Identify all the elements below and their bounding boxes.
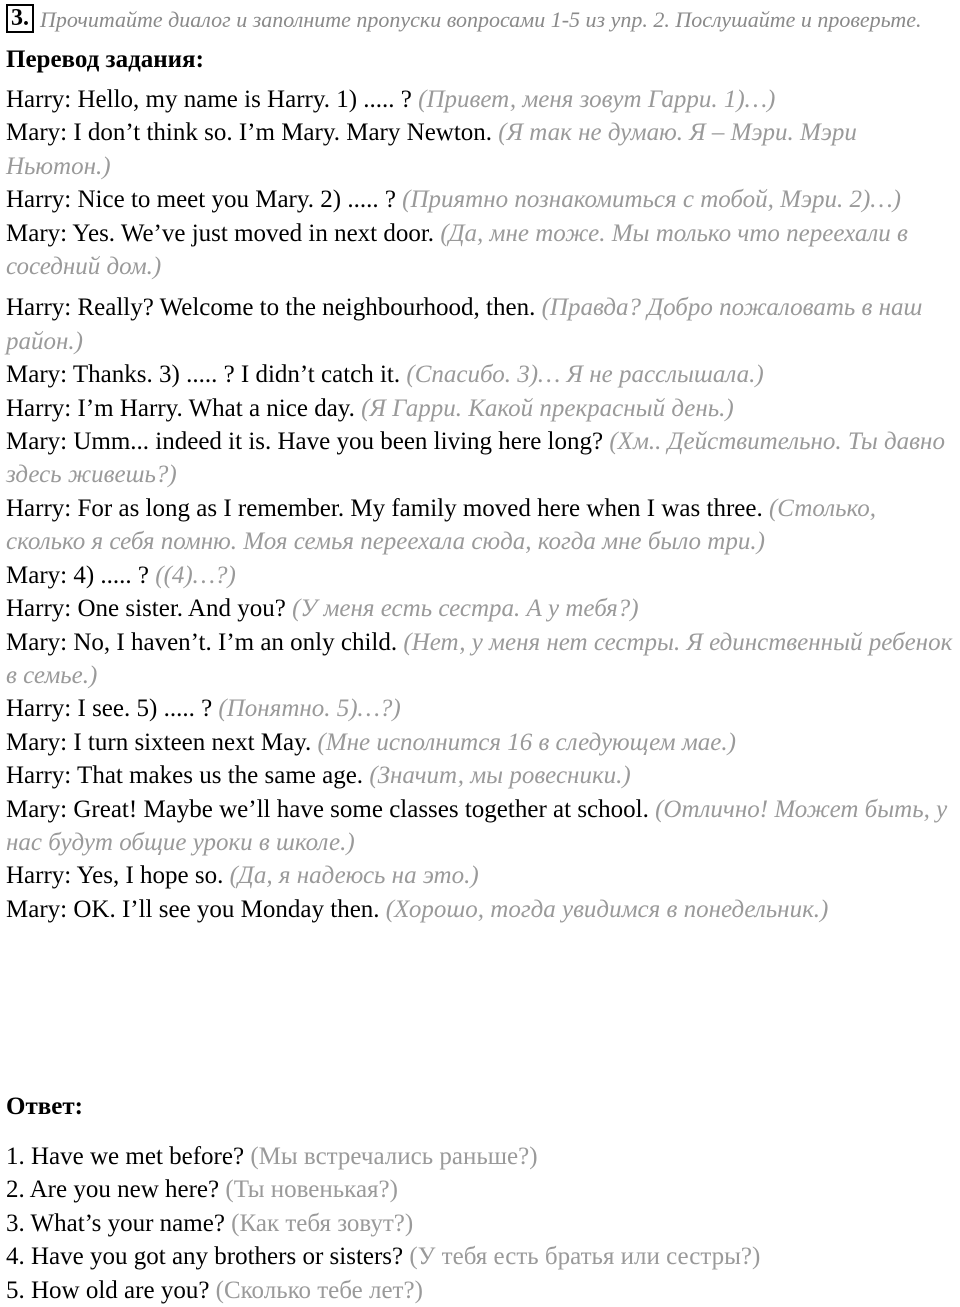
dialogue-line-en: Mary: I turn sixteen next May. [6,728,318,756]
task-header [6,4,956,35]
dialogue-line-ru: (Я так не думаю. Я – Мэри. Мэри Ньютон.) [6,119,857,180]
dialogue-line [6,559,956,592]
document-page [6,4,956,1304]
task-instruction: Прочитайте диалог и заполните пропуски вопросами 1-5 из упр. 2. Послушайте и проверьте. [40,7,922,32]
answer-item [6,1274,760,1307]
dialogue-line [6,83,956,116]
dialogue-line-en: Harry: I’m Harry. What a nice day. [6,394,362,422]
dialogue-line-ru: (У меня есть сестра. А у тебя?) [292,595,639,623]
dialogue-line-ru: (Столько, сколько я себя помню. Моя семья переехала сюда, когда мне было три.) [6,494,877,556]
dialogue-line-ru: (Спасибо. 3)… Я не расслышала.) [406,361,764,389]
dialogue-line-ru: (Да, мне тоже. Мы только что переехали в соседний дом.) [6,219,908,281]
dialogue-line-ru: (Правда? Добро пожаловать в наш район.) [6,294,923,355]
dialogue-line-en: Harry: Yes, I hope so. [6,862,230,890]
dialogue [6,83,956,926]
dialogue-line-en: Mary: Thanks. 3) ..... ? I didn’t catch it. [6,361,407,389]
dialogue-line-en: Mary: Great! Maybe we’ll have some classes together at school. [6,795,656,823]
answer-en: 1. Have we met before? [6,1143,251,1170]
answer-ru: (Сколько тебе лет?) [215,1276,423,1304]
dialogue-line [6,291,956,358]
answer-en: 2. Are you new here? [6,1176,226,1204]
dialogue-line [6,392,956,425]
answer-ru: (Ты новенькая?) [225,1176,398,1204]
task-number: 3. [6,4,34,33]
answer-ru: (У тебя есть братья или сестры?) [409,1243,761,1271]
dialogue-line-en: Mary: No, I haven’t. I’m an only child. [6,628,404,656]
dialogue-line-en: Mary: Yes. We’ve just moved in next door. [6,219,441,247]
dialogue-line-ru: (Да, я надеюсь на это.) [229,862,479,890]
dialogue-line-ru: (Мне исполнится 16 в следующем мае.) [317,728,736,756]
answer-en: 5. How old are you? [6,1276,216,1304]
dialogue-line-en: Mary: OK. I’ll see you Monday then. [6,895,386,923]
dialogue-line [6,692,956,725]
dialogue-line-ru: (Нет, у меня нет сестры. Я единственный ребенок в семье.) [6,628,953,689]
answer-item [6,1140,760,1173]
dialogue-line [6,116,956,183]
answer-item [6,1173,760,1206]
dialogue-line-ru: (Отлично! Может быть, у нас будут общие уроки в школе.) [6,795,948,856]
dialogue-line [6,626,956,693]
dialogue-line-ru: (Хм.. Действительно. Ты давно здесь живешь?) [6,428,945,489]
dialogue-line-en: Harry: I see. 5) ..... ? [6,695,219,723]
dialogue-line-ru: (Приятно познакомиться с тобой, Мэри. 2)…) [402,186,901,214]
dialogue-line-ru: (Понятно. 5)…?) [218,695,401,723]
dialogue-line-ru: (Хорошо, тогда увидимся в понедельник.) [385,895,829,923]
answer-item [6,1207,760,1240]
dialogue-line-ru: (Привет, меня зовут Гарри. 1)…) [418,86,776,113]
dialogue-line [6,893,956,926]
dialogue-line-en: Harry: Hello, my name is Harry. 1) ..... ? [6,86,419,113]
answer-heading: Ответ: [6,1093,83,1120]
dialogue-line [6,183,956,216]
dialogue-line-en: Harry: Really? Welcome to the neighbourhood, then. [6,294,542,322]
dialogue-line-en: Harry: One sister. And you? [6,595,293,623]
translation-heading: Перевод задания: [6,46,204,73]
answer-ru: (Мы встречались раньше?) [250,1143,538,1170]
dialogue-line-en: Harry: That makes us the same age. [6,762,370,790]
answer-en: 3. What’s your name? [6,1209,232,1237]
dialogue-line-en: Harry: For as long as I remember. My family moved here when I was three. [6,494,769,522]
answer-ru: (Как тебя зовут?) [231,1209,414,1237]
dialogue-line [6,592,956,625]
dialogue-line [6,726,956,759]
dialogue-line [6,759,956,792]
dialogue-line [6,425,956,492]
dialogue-line [6,793,956,860]
dialogue-line-en: Mary: 4) ..... ? [6,561,156,589]
answer-en: 4. Have you got any brothers or sisters? [6,1243,410,1271]
dialogue-line-ru: (Значит, мы ровесники.) [369,762,631,790]
dialogue-line [6,358,956,391]
dialogue-line [6,217,956,284]
dialogue-line-ru: ((4)…?) [155,561,236,589]
dialogue-line-en: Mary: Umm... indeed it is. Have you been living here long? [6,428,610,456]
dialogue-line [6,859,956,892]
dialogue-line-ru: (Я Гарри. Какой прекрасный день.) [361,394,734,422]
dialogue-line [6,492,956,559]
dialogue-line-en: Mary: I don’t think so. I’m Mary. Mary Newton. [6,119,499,147]
answer-list [6,1140,760,1307]
answer-item [6,1240,760,1273]
dialogue-line-en: Harry: Nice to meet you Mary. 2) ..... ? [6,186,403,214]
